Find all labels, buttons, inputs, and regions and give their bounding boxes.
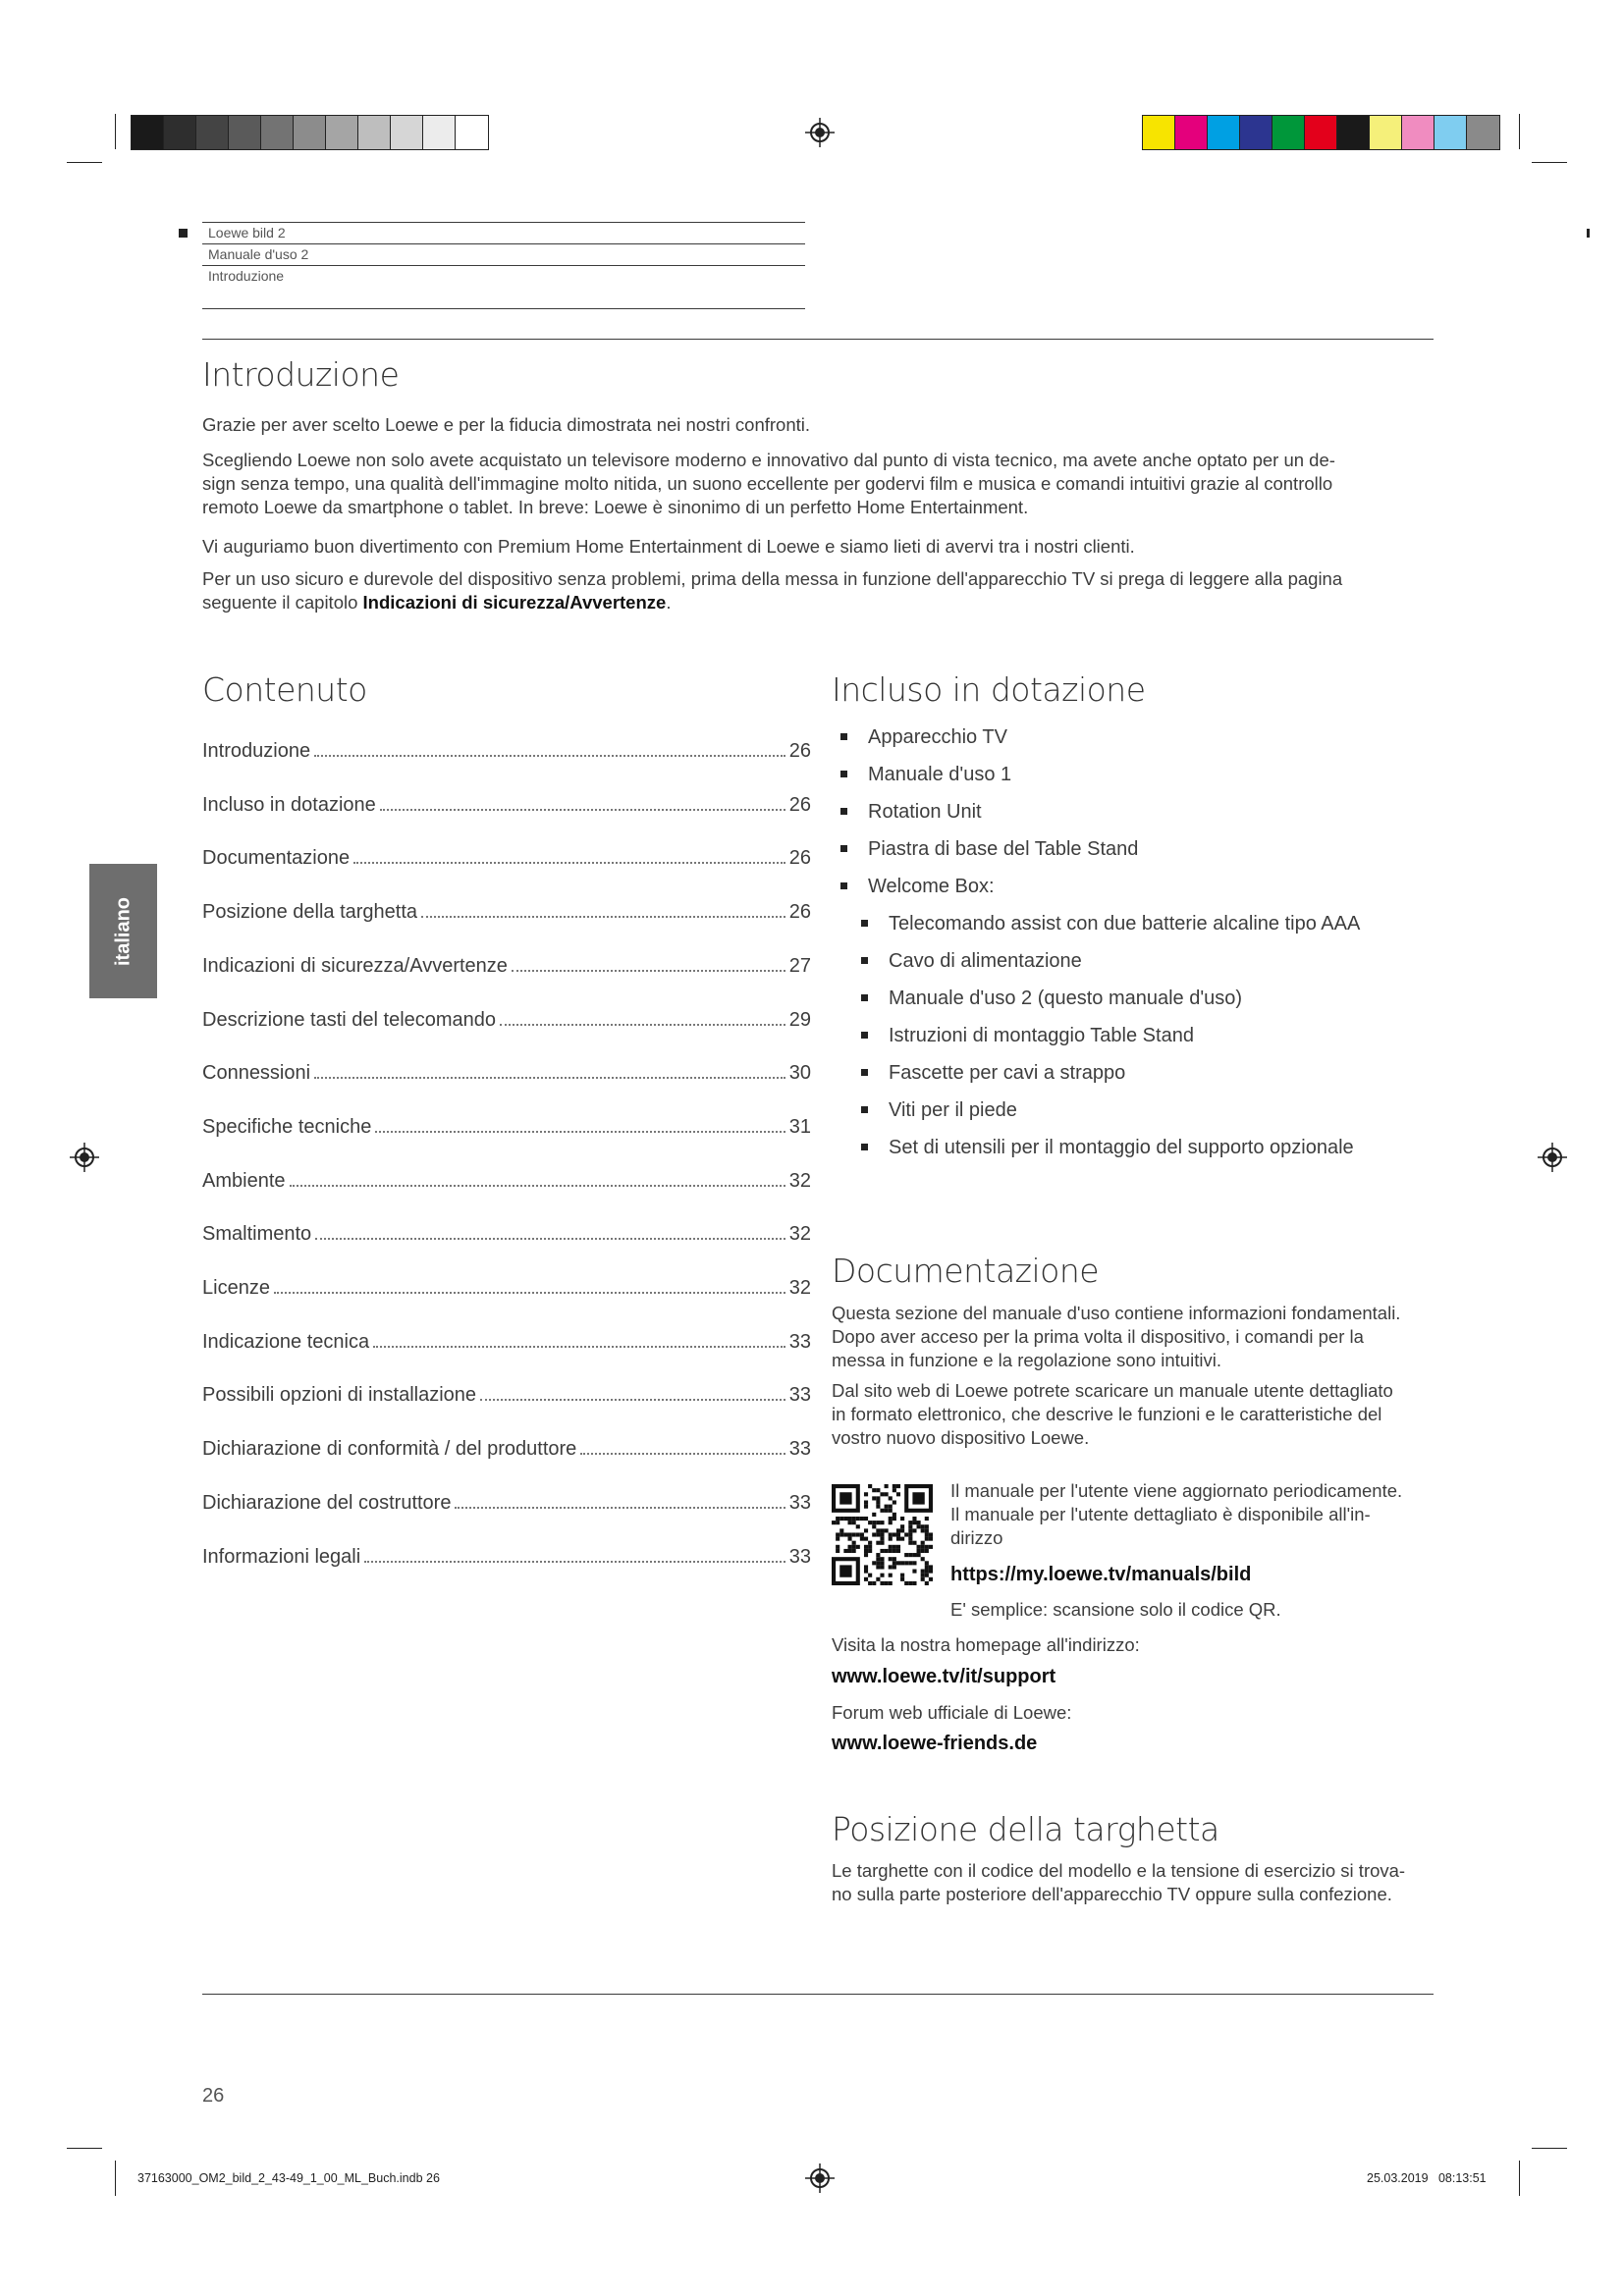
section-title-documentation: Documentazione xyxy=(832,1252,1100,1290)
intro-paragraph: Scegliendo Loewe non solo avete acquistato un televisore moderno e innovativo dal punto di vista tecnico, ma avete anche optato per un de- sign senza tempo, una qualità dell'immagine molto nitida, un suono eccellente per godervi film e musica e comandi intuitivi grazie al controllo remoto Loewe da smartphone o tablet. In breve: Loewe è sinonimo di un perfetto Home Entertainment. xyxy=(202,450,1335,517)
toc-entry[interactable] xyxy=(202,1328,811,1354)
crop-mark xyxy=(1532,2148,1567,2149)
section-title-nameplate: Posizione della targhetta xyxy=(832,1810,1219,1848)
toc-entry[interactable] xyxy=(202,1543,811,1569)
list-item: Istruzioni di montaggio Table Stand xyxy=(889,1023,1360,1060)
toc-leader xyxy=(421,916,785,918)
toc-entry[interactable] xyxy=(202,1489,811,1515)
crop-mark xyxy=(1519,2161,1520,2196)
safety-chapter-link[interactable]: Indicazioni di sicurezza/Avvertenze xyxy=(362,592,667,613)
section-title-toc: Contenuto xyxy=(202,670,367,709)
toc-leader xyxy=(364,1561,785,1563)
toc-label: Specifiche tecniche xyxy=(202,1115,372,1138)
toc-leader xyxy=(455,1507,785,1509)
nameplate-paragraph: Le targhette con il codice del modello e la tensione di esercizio si trova- no sulla parte posteriore dell'apparecchio TV oppure sulla confezione. xyxy=(832,1860,1406,1904)
toc-entry[interactable] xyxy=(202,844,811,870)
gray-swatch xyxy=(294,116,326,149)
slug-timestamp: 25.03.2019 08:13:51 xyxy=(1367,2171,1487,2185)
crop-mark xyxy=(1532,162,1567,163)
crop-mark xyxy=(115,2161,116,2196)
toc-label: Connessioni xyxy=(202,1062,311,1085)
language-tab: italiano xyxy=(89,864,157,998)
toc-page: 27 xyxy=(788,954,811,977)
gray-swatch xyxy=(164,116,196,149)
list-item: Piastra di base del Table Stand xyxy=(868,836,1138,874)
toc-page: 33 xyxy=(788,1491,811,1514)
toc-leader xyxy=(375,1131,785,1133)
intro-paragraph: Per un uso sicuro e durevole del dispositivo senza problemi, prima della messa in funzione dell'apparecchio TV si prega di leggere alla pagina seguente il capitolo Indicazioni di sicurezza/Avvertenze. xyxy=(202,568,1343,613)
toc-leader xyxy=(314,755,785,757)
registration-mark-icon xyxy=(1538,1143,1567,1172)
color-swatch xyxy=(1402,116,1435,149)
corner-mark xyxy=(1587,229,1590,238)
list-item: Manuale d'uso 2 (questo manuale d'uso) xyxy=(889,986,1360,1023)
toc-label: Dichiarazione di conformità / del produttore xyxy=(202,1438,577,1461)
toc-page: 33 xyxy=(788,1330,811,1353)
toc-label: Ambiente xyxy=(202,1169,286,1192)
welcome-box-list xyxy=(889,911,1360,1172)
gray-color-bar xyxy=(131,115,489,150)
gray-swatch xyxy=(358,116,391,149)
list-item: Welcome Box: xyxy=(868,874,1138,911)
intro-paragraph: Grazie per aver scelto Loewe e per la fiducia dimostrata nei nostri confronti. xyxy=(202,414,811,435)
registration-mark-icon xyxy=(805,118,835,147)
forum-label: Forum web ufficiale di Loewe: xyxy=(832,1702,1072,1723)
homepage-link[interactable]: www.loewe.tv/it/support xyxy=(832,1666,1056,1687)
breadcrumb-item: Loewe bild 2 xyxy=(208,225,286,240)
color-swatch xyxy=(1467,116,1499,149)
list-item: Viti per il piede xyxy=(889,1097,1360,1135)
color-swatch xyxy=(1240,116,1272,149)
divider xyxy=(202,1994,1434,1995)
toc-entry[interactable] xyxy=(202,952,811,978)
toc-label: Smaltimento xyxy=(202,1223,312,1246)
toc-page: 29 xyxy=(788,1008,811,1031)
toc-label: Posizione della targhetta xyxy=(202,901,418,924)
crop-mark xyxy=(115,114,116,149)
toc-page: 33 xyxy=(788,1438,811,1461)
divider xyxy=(202,339,1434,340)
toc-entry[interactable] xyxy=(202,737,811,763)
toc-label: Documentazione xyxy=(202,847,351,870)
toc-label: Indicazioni di sicurezza/Avvertenze xyxy=(202,954,508,977)
list-item: Fascette per cavi a strappo xyxy=(889,1060,1360,1097)
toc-label: Informazioni legali xyxy=(202,1545,361,1568)
qr-code-icon[interactable] xyxy=(832,1484,933,1585)
color-swatch xyxy=(1208,116,1240,149)
toc-label: Indicazione tecnica xyxy=(202,1330,370,1353)
toc-entry[interactable] xyxy=(202,1113,811,1139)
included-list xyxy=(868,724,1138,911)
toc-label: Licenze xyxy=(202,1277,270,1299)
gray-swatch xyxy=(196,116,229,149)
toc-page: 26 xyxy=(788,901,811,924)
list-item: Apparecchio TV xyxy=(868,724,1138,762)
color-swatch xyxy=(1305,116,1337,149)
toc-leader xyxy=(373,1346,785,1348)
registration-mark-icon xyxy=(805,2163,835,2193)
list-item: Rotation Unit xyxy=(868,799,1138,836)
color-swatch xyxy=(1337,116,1370,149)
toc-leader xyxy=(480,1399,785,1401)
toc-label: Introduzione xyxy=(202,740,311,762)
corner-mark xyxy=(179,229,188,238)
crop-mark xyxy=(67,162,102,163)
intro-paragraph: Vi auguriamo buon divertimento con Premium Home Entertainment di Loewe e siamo lieti di avervi tra i nostri clienti. xyxy=(202,536,1135,557)
toc-page: 26 xyxy=(788,740,811,762)
documentation-paragraph: Dal sito web di Loewe potrete scaricare un manuale utente dettagliato in formato elettronico, che descrive le funzioni e le caratteristiche del vostro nuovo dispositivo Loewe. xyxy=(832,1380,1393,1448)
slug-filename: 37163000_OM2_bild_2_43-49_1_00_ML_Buch.indb 26 xyxy=(137,2171,440,2185)
toc-label: Possibili opzioni di installazione xyxy=(202,1384,477,1407)
toc-leader xyxy=(500,1024,785,1026)
toc-page: 33 xyxy=(788,1545,811,1568)
list-item: Telecomando assist con due batterie alcaline tipo AAA xyxy=(889,911,1360,948)
toc-entry[interactable] xyxy=(202,1381,811,1407)
list-item: Manuale d'uso 1 xyxy=(868,762,1138,799)
gray-swatch xyxy=(261,116,294,149)
color-swatch xyxy=(1370,116,1402,149)
list-item: Cavo di alimentazione xyxy=(889,948,1360,986)
toc-page: 32 xyxy=(788,1277,811,1299)
toc-label: Incluso in dotazione xyxy=(202,793,376,816)
qr-hint: E' semplice: scansione solo il codice QR. xyxy=(950,1599,1281,1620)
gray-swatch xyxy=(423,116,456,149)
list-item: Set di utensili per il montaggio del supporto opzionale xyxy=(889,1135,1360,1172)
toc-entry[interactable] xyxy=(202,1435,811,1461)
toc-entry[interactable] xyxy=(202,898,811,924)
toc-page: 32 xyxy=(788,1223,811,1246)
gray-swatch xyxy=(456,116,488,149)
toc-leader xyxy=(315,1238,785,1240)
color-swatch xyxy=(1272,116,1305,149)
section-title-intro: Introduzione xyxy=(202,355,400,394)
toc-entry[interactable] xyxy=(202,1167,811,1193)
toc-page: 26 xyxy=(788,847,811,870)
homepage-label: Visita la nostra homepage all'indirizzo: xyxy=(832,1634,1140,1655)
color-swatch xyxy=(1435,116,1467,149)
registration-mark-icon xyxy=(70,1143,99,1172)
process-color-bar xyxy=(1142,115,1500,150)
crop-mark xyxy=(67,2148,102,2149)
toc-leader xyxy=(290,1185,785,1187)
page-number: 26 xyxy=(202,2085,225,2107)
toc-page: 33 xyxy=(788,1384,811,1407)
breadcrumb-item: Introduzione xyxy=(208,268,285,284)
documentation-paragraph: Questa sezione del manuale d'uso contiene informazioni fondamentali. Dopo aver acceso per la prima volta il dispositivo, i comandi per la messa in funzione e la regolazione sono intuitivi. xyxy=(832,1303,1401,1370)
gray-swatch xyxy=(326,116,358,149)
toc-entry[interactable] xyxy=(202,791,811,817)
toc-entry[interactable] xyxy=(202,1059,811,1085)
section-title-included: Incluso in dotazione xyxy=(832,670,1146,709)
toc-entry[interactable] xyxy=(202,1006,811,1032)
color-swatch xyxy=(1143,116,1175,149)
toc-label: Dichiarazione del costruttore xyxy=(202,1491,452,1514)
forum-link[interactable]: www.loewe-friends.de xyxy=(832,1733,1038,1754)
breadcrumb-item: Manuale d'uso 2 xyxy=(208,246,309,262)
toc-label: Descrizione tasti del telecomando xyxy=(202,1008,497,1031)
toc-leader xyxy=(274,1292,785,1294)
gray-swatch xyxy=(391,116,423,149)
toc-page: 30 xyxy=(788,1062,811,1085)
toc-leader xyxy=(314,1077,785,1079)
toc-leader xyxy=(353,862,785,864)
toc-page: 26 xyxy=(788,793,811,816)
crop-mark xyxy=(1519,114,1520,149)
toc-leader xyxy=(380,809,785,811)
toc-entry[interactable] xyxy=(202,1220,811,1246)
gray-swatch xyxy=(229,116,261,149)
toc-page: 32 xyxy=(788,1169,811,1192)
toc-page: 31 xyxy=(788,1115,811,1138)
qr-description: Il manuale per l'utente viene aggiornato periodicamente. Il manuale per l'utente dettagliato è disponibile all'in- dirizzo xyxy=(950,1480,1403,1548)
gray-swatch xyxy=(132,116,164,149)
toc-leader xyxy=(580,1453,785,1455)
color-swatch xyxy=(1175,116,1208,149)
manual-url-link[interactable]: https://my.loewe.tv/manuals/bild xyxy=(950,1564,1252,1585)
toc-leader xyxy=(512,970,785,972)
toc-entry[interactable] xyxy=(202,1274,811,1300)
